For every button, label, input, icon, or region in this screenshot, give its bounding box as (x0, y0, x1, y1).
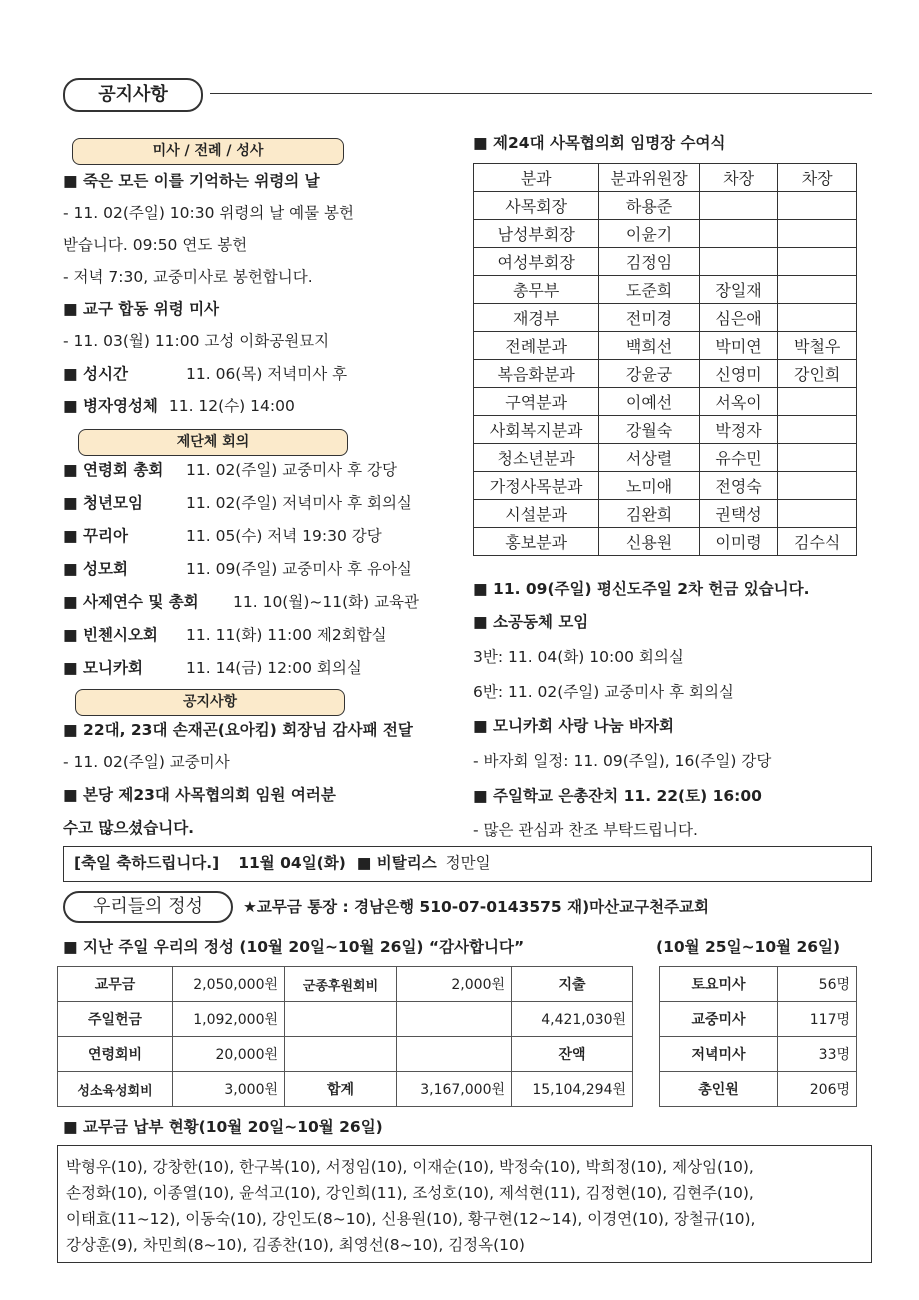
council-row (474, 360, 857, 388)
council-cell (778, 192, 857, 220)
confession-label: ■ 성시간 (63, 365, 128, 383)
council-cell: 가정사목분과 (474, 472, 599, 500)
finance-row (58, 1072, 633, 1107)
right-notice-item: - 바자회 일정: 11. 09(주일), 16(주일) 강당 (473, 752, 772, 770)
council-cell (699, 248, 778, 276)
right-notice-item: - 많은 관심과 찬조 부탁드립니다. (473, 821, 698, 839)
council-cell: 총무부 (474, 276, 599, 304)
council-row (474, 304, 857, 332)
council-cell (778, 416, 857, 444)
council-cell: 구역분과 (474, 388, 599, 416)
right-notice-item: ■ 11. 09(주일) 평신도주일 2차 헌금 있습니다. (473, 580, 810, 598)
finance-cell: 성소육성회비 (58, 1072, 173, 1107)
finance-cell: 1,092,000원 (173, 1002, 285, 1037)
council-cell: 전례분과 (474, 332, 599, 360)
council-row (474, 388, 857, 416)
notice-item: ■ 본당 제23대 사목협의회 임원 여러분 (63, 786, 336, 804)
council-cell: 노미애 (599, 472, 699, 500)
notices-header: 공지사항 (75, 689, 345, 716)
council-cell: 백희선 (599, 332, 699, 360)
mass-item: 받습니다. 09:50 연도 봉헌 (63, 236, 248, 254)
council-cell: 강인희 (778, 360, 857, 388)
council-cell: 강월숙 (599, 416, 699, 444)
council-cell: 복음화분과 (474, 360, 599, 388)
council-cell (699, 220, 778, 248)
council-cell: 신영미 (699, 360, 778, 388)
council-cell: 강윤궁 (599, 360, 699, 388)
attendance-cell: 56명 (778, 967, 857, 1002)
council-cell (778, 388, 857, 416)
meeting-label: ■ 모니카회 (63, 659, 143, 677)
mass-item: - 저녁 7:30, 교중미사로 봉헌합니다. (63, 268, 313, 286)
council-cell: 김수식 (778, 528, 857, 556)
meeting-row (63, 620, 387, 650)
meeting-row (63, 521, 382, 551)
attendance-cell: 117명 (778, 1002, 857, 1037)
meeting-row (63, 488, 412, 518)
council-row (474, 500, 857, 528)
meeting-row (63, 587, 419, 617)
notice-section-title: 공지사항 (63, 78, 203, 112)
council-cell (778, 444, 857, 472)
meeting-value: 11. 14(금) 12:00 회의실 (186, 659, 362, 677)
finance-cell: 군종후원회비 (285, 967, 397, 1002)
council-cell: 김완희 (599, 500, 699, 528)
council-header-cell: 차장 (699, 164, 778, 192)
sick-row (63, 391, 295, 421)
finance-row (58, 1037, 633, 1072)
council-cell: 박정자 (699, 416, 778, 444)
council-header-cell: 분과 (474, 164, 599, 192)
finance-cell: 연령회비 (58, 1037, 173, 1072)
council-table (473, 163, 857, 556)
meeting-label: ■ 꾸리아 (63, 527, 128, 545)
right-notice-item: 6반: 11. 02(주일) 교중미사 후 회의실 (473, 683, 734, 701)
council-cell: 사회복지분과 (474, 416, 599, 444)
finance-row (58, 1002, 633, 1037)
donors-line: 이태효(11~12), 이동숙(10), 강인도(8~10), 신용원(10), 황구현(12~14), 이경연(10), 장철규(10), (66, 1210, 756, 1228)
attendance-cell: 교중미사 (660, 1002, 778, 1037)
right-notice-item: ■ 주일학교 은총잔치 11. 22(토) 16:00 (473, 787, 762, 805)
council-cell: 김정임 (599, 248, 699, 276)
council-cell: 신용원 (599, 528, 699, 556)
council-cell: 박미연 (699, 332, 778, 360)
finance-cell: 3,000원 (173, 1072, 285, 1107)
council-cell: 이예선 (599, 388, 699, 416)
council-cell (778, 472, 857, 500)
notice-item: - 11. 02(주일) 교중미사 (63, 753, 230, 771)
finance-cell (397, 1002, 512, 1037)
meeting-label: ■ 사제연수 및 총회 (63, 593, 199, 611)
right-notice-item: ■ 소공동체 모임 (473, 613, 589, 631)
meeting-row (63, 554, 412, 584)
finance-cell: 합계 (285, 1072, 397, 1107)
meeting-value: 11. 02(주일) 교중미사 후 강당 (186, 461, 397, 479)
attendance-row (660, 1002, 857, 1037)
feast-person: 정만일 (445, 854, 491, 872)
mass-item: ■ 교구 합동 위령 미사 (63, 300, 220, 318)
right-notice-item: 3반: 11. 04(화) 10:00 회의실 (473, 648, 684, 666)
meeting-value: 11. 02(주일) 저녁미사 후 회의실 (186, 494, 412, 512)
council-cell: 사목회장 (474, 192, 599, 220)
council-cell: 도준희 (599, 276, 699, 304)
donors-line: 손정화(10), 이종열(10), 윤석고(10), 강인희(11), 조성호(10), 제석현(11), 김정현(10), 김현주(10), (66, 1184, 754, 1202)
attendance-row (660, 967, 857, 1002)
council-row (474, 472, 857, 500)
council-cell: 서상렬 (599, 444, 699, 472)
attendance-row (660, 1072, 857, 1107)
council-cell (778, 276, 857, 304)
council-cell (778, 220, 857, 248)
mass-item: - 11. 03(월) 11:00 고성 이화공원묘지 (63, 332, 330, 350)
notice-item: ■ 22대, 23대 손재곤(요아킴) 회장님 감사패 전달 (63, 721, 413, 739)
council-row (474, 528, 857, 556)
meeting-value: 11. 10(월)~11(화) 교육관 (233, 593, 419, 611)
attendance-cell: 33명 (778, 1037, 857, 1072)
council-cell: 홍보분과 (474, 528, 599, 556)
sick-label: ■ 병자영성체 (63, 397, 158, 415)
council-cell: 유수민 (699, 444, 778, 472)
org-meetings-header: 제단체 회의 (78, 429, 348, 456)
attendance-cell: 토요미사 (660, 967, 778, 1002)
attendance-table (659, 966, 857, 1107)
weekly-offering-title: ■ 지난 주일 우리의 정성 (10월 20일~10월 26일) “감사합니다” (63, 938, 525, 956)
mass-item: - 11. 02(주일) 10:30 위령의 날 예물 봉헌 (63, 204, 354, 222)
right-notice-item: ■ 모니카회 사랑 나눔 바자회 (473, 717, 674, 735)
meeting-label: ■ 청년모임 (63, 494, 143, 512)
finance-cell: 3,167,000원 (397, 1072, 512, 1107)
meeting-value: 11. 09(주일) 교중미사 후 유아실 (186, 560, 412, 578)
donors-box (57, 1145, 872, 1263)
feast-date: 11월 04일(화) (238, 854, 346, 872)
council-cell: 청소년분과 (474, 444, 599, 472)
finance-cell: 4,421,030원 (512, 1002, 633, 1037)
meeting-value: 11. 11(화) 11:00 제2회합실 (186, 626, 387, 644)
meeting-label: ■ 연령회 총회 (63, 461, 164, 479)
council-cell: 재경부 (474, 304, 599, 332)
feast-label: [축일 축하드립니다.] (74, 854, 220, 872)
council-cell: 권택성 (699, 500, 778, 528)
council-cell: 여성부회장 (474, 248, 599, 276)
council-cell (778, 248, 857, 276)
finance-cell: 2,050,000원 (173, 967, 285, 1002)
council-row (474, 248, 857, 276)
attendance-cell: 206명 (778, 1072, 857, 1107)
meeting-row (63, 653, 362, 683)
council-row (474, 192, 857, 220)
council-row (474, 332, 857, 360)
title-divider (210, 93, 872, 94)
finance-cell: 교무금 (58, 967, 173, 1002)
finance-cell: 주일헌금 (58, 1002, 173, 1037)
donors-title: ■ 교무금 납부 현황(10월 20일~10월 26일) (63, 1118, 383, 1136)
feast-day-box (63, 846, 872, 882)
finance-cell: 15,104,294원 (512, 1072, 633, 1107)
council-cell: 이윤기 (599, 220, 699, 248)
council-cell (778, 304, 857, 332)
council-cell: 박철우 (778, 332, 857, 360)
offering-section-title: 우리들의 정성 (63, 891, 233, 923)
council-title: ■ 제24대 사목협의회 임명장 수여식 (473, 134, 726, 152)
council-cell: 전영숙 (699, 472, 778, 500)
council-cell: 시설분과 (474, 500, 599, 528)
attendance-cell: 총인원 (660, 1072, 778, 1107)
confession-row (63, 359, 348, 389)
council-header-cell: 분과위원장 (599, 164, 699, 192)
council-cell (778, 500, 857, 528)
council-row (474, 276, 857, 304)
council-header-row (474, 164, 857, 192)
mass-item: ■ 죽은 모든 이를 기억하는 위령의 날 (63, 172, 320, 190)
attendance-title: (10월 25일~10월 26일) (656, 938, 841, 956)
mass-header: 미사 / 전례 / 성사 (72, 138, 344, 165)
account-info: ★교무금 통장 : 경남은행 510-07-0143575 재)마산교구천주교회 (243, 898, 709, 916)
council-cell: 장일재 (699, 276, 778, 304)
council-cell: 전미경 (599, 304, 699, 332)
finance-cell: 20,000원 (173, 1037, 285, 1072)
feast-saint: ■ 비탈리스 (356, 854, 437, 872)
council-cell: 이미령 (699, 528, 778, 556)
finance-table (57, 966, 633, 1107)
sick-value: 11. 12(수) 14:00 (168, 397, 295, 415)
confession-value: 11. 06(목) 저녁미사 후 (186, 365, 348, 383)
council-header-cell: 차장 (778, 164, 857, 192)
attendance-row (660, 1037, 857, 1072)
council-cell (699, 192, 778, 220)
council-cell: 서옥이 (699, 388, 778, 416)
attendance-cell: 저녁미사 (660, 1037, 778, 1072)
finance-cell (285, 1037, 397, 1072)
meeting-label: ■ 성모회 (63, 560, 128, 578)
council-cell: 하용준 (599, 192, 699, 220)
finance-cell (285, 1002, 397, 1037)
council-row (474, 220, 857, 248)
meeting-row (63, 455, 397, 485)
meeting-value: 11. 05(수) 저녁 19:30 강당 (186, 527, 382, 545)
finance-row (58, 967, 633, 1002)
council-row (474, 444, 857, 472)
donors-line: 박형우(10), 강창한(10), 한구복(10), 서정임(10), 이재순(10), 박정숙(10), 박희정(10), 제상임(10), (66, 1158, 754, 1176)
notice-item: 수고 많으셨습니다. (63, 819, 195, 837)
council-cell: 심은애 (699, 304, 778, 332)
finance-cell: 지출 (512, 967, 633, 1002)
finance-cell: 2,000원 (397, 967, 512, 1002)
donors-line: 강상훈(9), 차민희(8~10), 김종찬(10), 최영선(8~10), 김정옥(10) (66, 1236, 525, 1254)
meeting-label: ■ 빈첸시오회 (63, 626, 158, 644)
council-row (474, 416, 857, 444)
finance-cell (397, 1037, 512, 1072)
finance-cell: 잔액 (512, 1037, 633, 1072)
council-cell: 남성부회장 (474, 220, 599, 248)
